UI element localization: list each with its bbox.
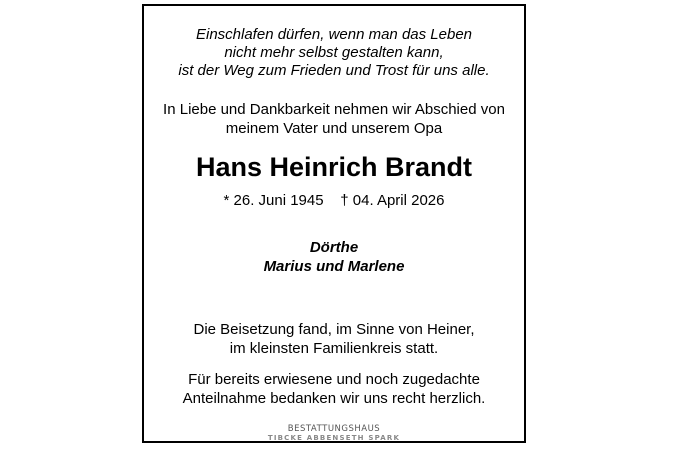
- death-date: † 04. April 2026: [340, 192, 445, 209]
- funeral-home-logo: [144, 424, 524, 443]
- life-dates: [144, 192, 524, 209]
- obituary-notice: [142, 4, 526, 443]
- quote-line: nicht mehr selbst gestalten kann,: [224, 44, 444, 61]
- burial-line: im kleinsten Familienkreis statt.: [229, 340, 439, 357]
- family-line: Dörthe: [309, 239, 359, 256]
- family-names: [144, 238, 524, 276]
- thanks-line: Anteilnahme bedanken wir uns recht herzlich.: [182, 390, 486, 407]
- quote-line: ist der Weg zum Frieden und Trost für uns alle.: [178, 62, 490, 79]
- funeral-home-name: BESTATTUNGSHAUS: [287, 424, 381, 434]
- intro-line: meinem Vater und unserem Opa: [225, 120, 443, 137]
- intro-line: In Liebe und Dankbarkeit nehmen wir Abschied von: [163, 101, 505, 118]
- quote-line: Einschlafen dürfen, wenn man das Leben: [195, 26, 473, 43]
- birth-date: * 26. Juni 1945: [223, 192, 324, 209]
- burial-line: Die Beisetzung fand, im Sinne von Heiner,: [193, 321, 475, 338]
- family-line: Marius und Marlene: [263, 258, 405, 275]
- thanks-line: Für bereits erwiesene und noch zugedachte: [188, 371, 480, 388]
- funeral-home-locations: TIBCKE ABBENSETH SPARK: [267, 434, 401, 442]
- quote: [144, 26, 524, 80]
- burial-note: [144, 320, 524, 358]
- deceased-name: Hans Heinrich Brandt: [195, 152, 473, 182]
- thanks-note: [144, 370, 524, 408]
- intro-text: [144, 100, 524, 138]
